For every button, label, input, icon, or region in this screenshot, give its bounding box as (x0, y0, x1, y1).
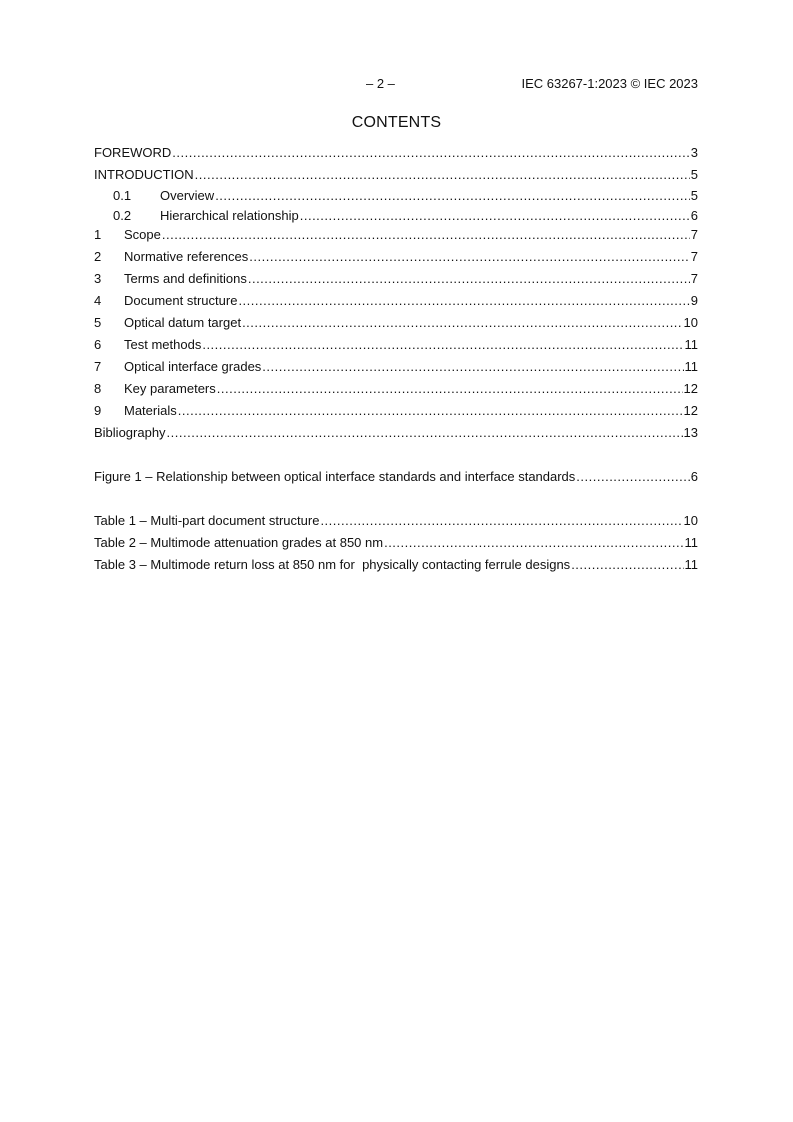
toc-entry-bibliography[interactable] (94, 425, 698, 443)
table-list-entry-1[interactable] (94, 513, 698, 531)
toc-entry-number: 5 (94, 315, 102, 330)
table-entry-page: 11 (684, 557, 698, 572)
toc-entry-title: Materials (124, 403, 177, 418)
toc-entry-page: 12 (683, 403, 698, 418)
toc-entry-title: FOREWORD (94, 145, 172, 160)
toc-entry-test-methods[interactable] (94, 337, 698, 355)
figure-entry-title: Figure 1 – Relationship between optical interface standards and interface standards (94, 469, 576, 484)
dot-leader (571, 557, 683, 572)
toc-entry-page: 13 (683, 425, 698, 440)
document-identifier: IEC 63267-1:2023 © IEC 2023 (521, 76, 698, 91)
dot-leader (215, 188, 690, 203)
table-entry-title: Table 2 – Multimode attenuation grades at 850 nm (94, 535, 384, 550)
table-entry-page: 10 (683, 513, 698, 528)
dot-leader (249, 249, 689, 264)
toc-entry-materials[interactable] (94, 403, 698, 421)
toc-entry-title: Optical datum target (124, 315, 242, 330)
toc-entry-page: 9 (690, 293, 698, 308)
toc-entry-page: 12 (683, 381, 698, 396)
toc-entry-page: 7 (690, 271, 698, 286)
dot-leader (576, 469, 689, 484)
toc-entry-overview[interactable] (94, 188, 698, 206)
toc-entry-number: 6 (94, 337, 102, 352)
toc-entry-page: 7 (690, 249, 698, 264)
dot-leader (320, 513, 682, 528)
dot-leader (242, 315, 682, 330)
dot-leader (172, 145, 689, 160)
toc-entry-page: 6 (690, 208, 698, 223)
dot-leader (162, 227, 690, 242)
figure-entry-page: 6 (690, 469, 698, 484)
toc-entry-number: 4 (94, 293, 102, 308)
table-entry-title: Table 3 – Multimode return loss at 850 nm for physically contacting ferrule designs (94, 557, 571, 572)
toc-entry-number: 3 (94, 271, 102, 286)
toc-entry-title: Hierarchical relationship (160, 208, 299, 223)
toc-entry-title: Normative references (124, 249, 249, 264)
toc-entry-title: Optical interface grades (124, 359, 262, 374)
toc-entry-title: Key parameters (124, 381, 216, 396)
dot-leader (202, 337, 683, 352)
table-list-entry-2[interactable] (94, 535, 698, 553)
toc-entry-title: INTRODUCTION (94, 167, 194, 182)
toc-entry-page: 11 (684, 337, 698, 352)
toc-entry-key-parameters[interactable] (94, 381, 698, 399)
toc-entry-page: 11 (684, 359, 698, 374)
dot-leader (178, 403, 683, 418)
table-entry-page: 11 (684, 535, 698, 550)
toc-entry-scope[interactable] (94, 227, 698, 245)
toc-entry-optical-interface-grades[interactable] (94, 359, 698, 377)
page-number: – 2 – (366, 76, 395, 91)
dot-leader (195, 167, 690, 182)
toc-entry-number: 8 (94, 381, 102, 396)
dot-leader (248, 271, 690, 286)
toc-entry-number: 1 (94, 227, 102, 242)
toc-entry-terms-and-definitions[interactable] (94, 271, 698, 289)
dot-leader (217, 381, 683, 396)
toc-entry-title: Bibliography (94, 425, 166, 440)
toc-entry-normative-references[interactable] (94, 249, 698, 267)
toc-entry-page: 7 (690, 227, 698, 242)
toc-entry-title: Scope (124, 227, 161, 242)
toc-entry-document-structure[interactable] (94, 293, 698, 311)
figure-list-entry-1[interactable] (94, 469, 698, 487)
toc-entry-foreword[interactable] (94, 145, 698, 163)
toc-entry-number: 9 (94, 403, 102, 418)
toc-entry-title: Terms and definitions (124, 271, 247, 286)
toc-entry-title: Document structure (124, 293, 238, 308)
table-list-entry-3[interactable] (94, 557, 698, 575)
toc-entry-page: 5 (690, 188, 698, 203)
toc-entry-page: 10 (683, 315, 698, 330)
dot-leader (384, 535, 683, 550)
toc-entry-introduction[interactable] (94, 167, 698, 185)
contents-heading: CONTENTS (351, 114, 442, 131)
toc-entry-title: Overview (160, 188, 215, 203)
table-entry-title: Table 1 – Multi-part document structure (94, 513, 320, 528)
toc-entry-number: 7 (94, 359, 102, 374)
toc-entry-number: 0.2 (113, 208, 132, 223)
toc-entry-page: 3 (690, 145, 698, 160)
toc-entry-optical-datum-target[interactable] (94, 315, 698, 333)
toc-entry-number: 2 (94, 249, 102, 264)
dot-leader (300, 208, 690, 223)
toc-entry-number: 0.1 (113, 188, 132, 203)
toc-entry-title: Test methods (124, 337, 202, 352)
toc-entry-hierarchical-relationship[interactable] (94, 208, 698, 226)
dot-leader (262, 359, 683, 374)
dot-leader (238, 293, 689, 308)
dot-leader (167, 425, 683, 440)
toc-entry-page: 5 (690, 167, 698, 182)
